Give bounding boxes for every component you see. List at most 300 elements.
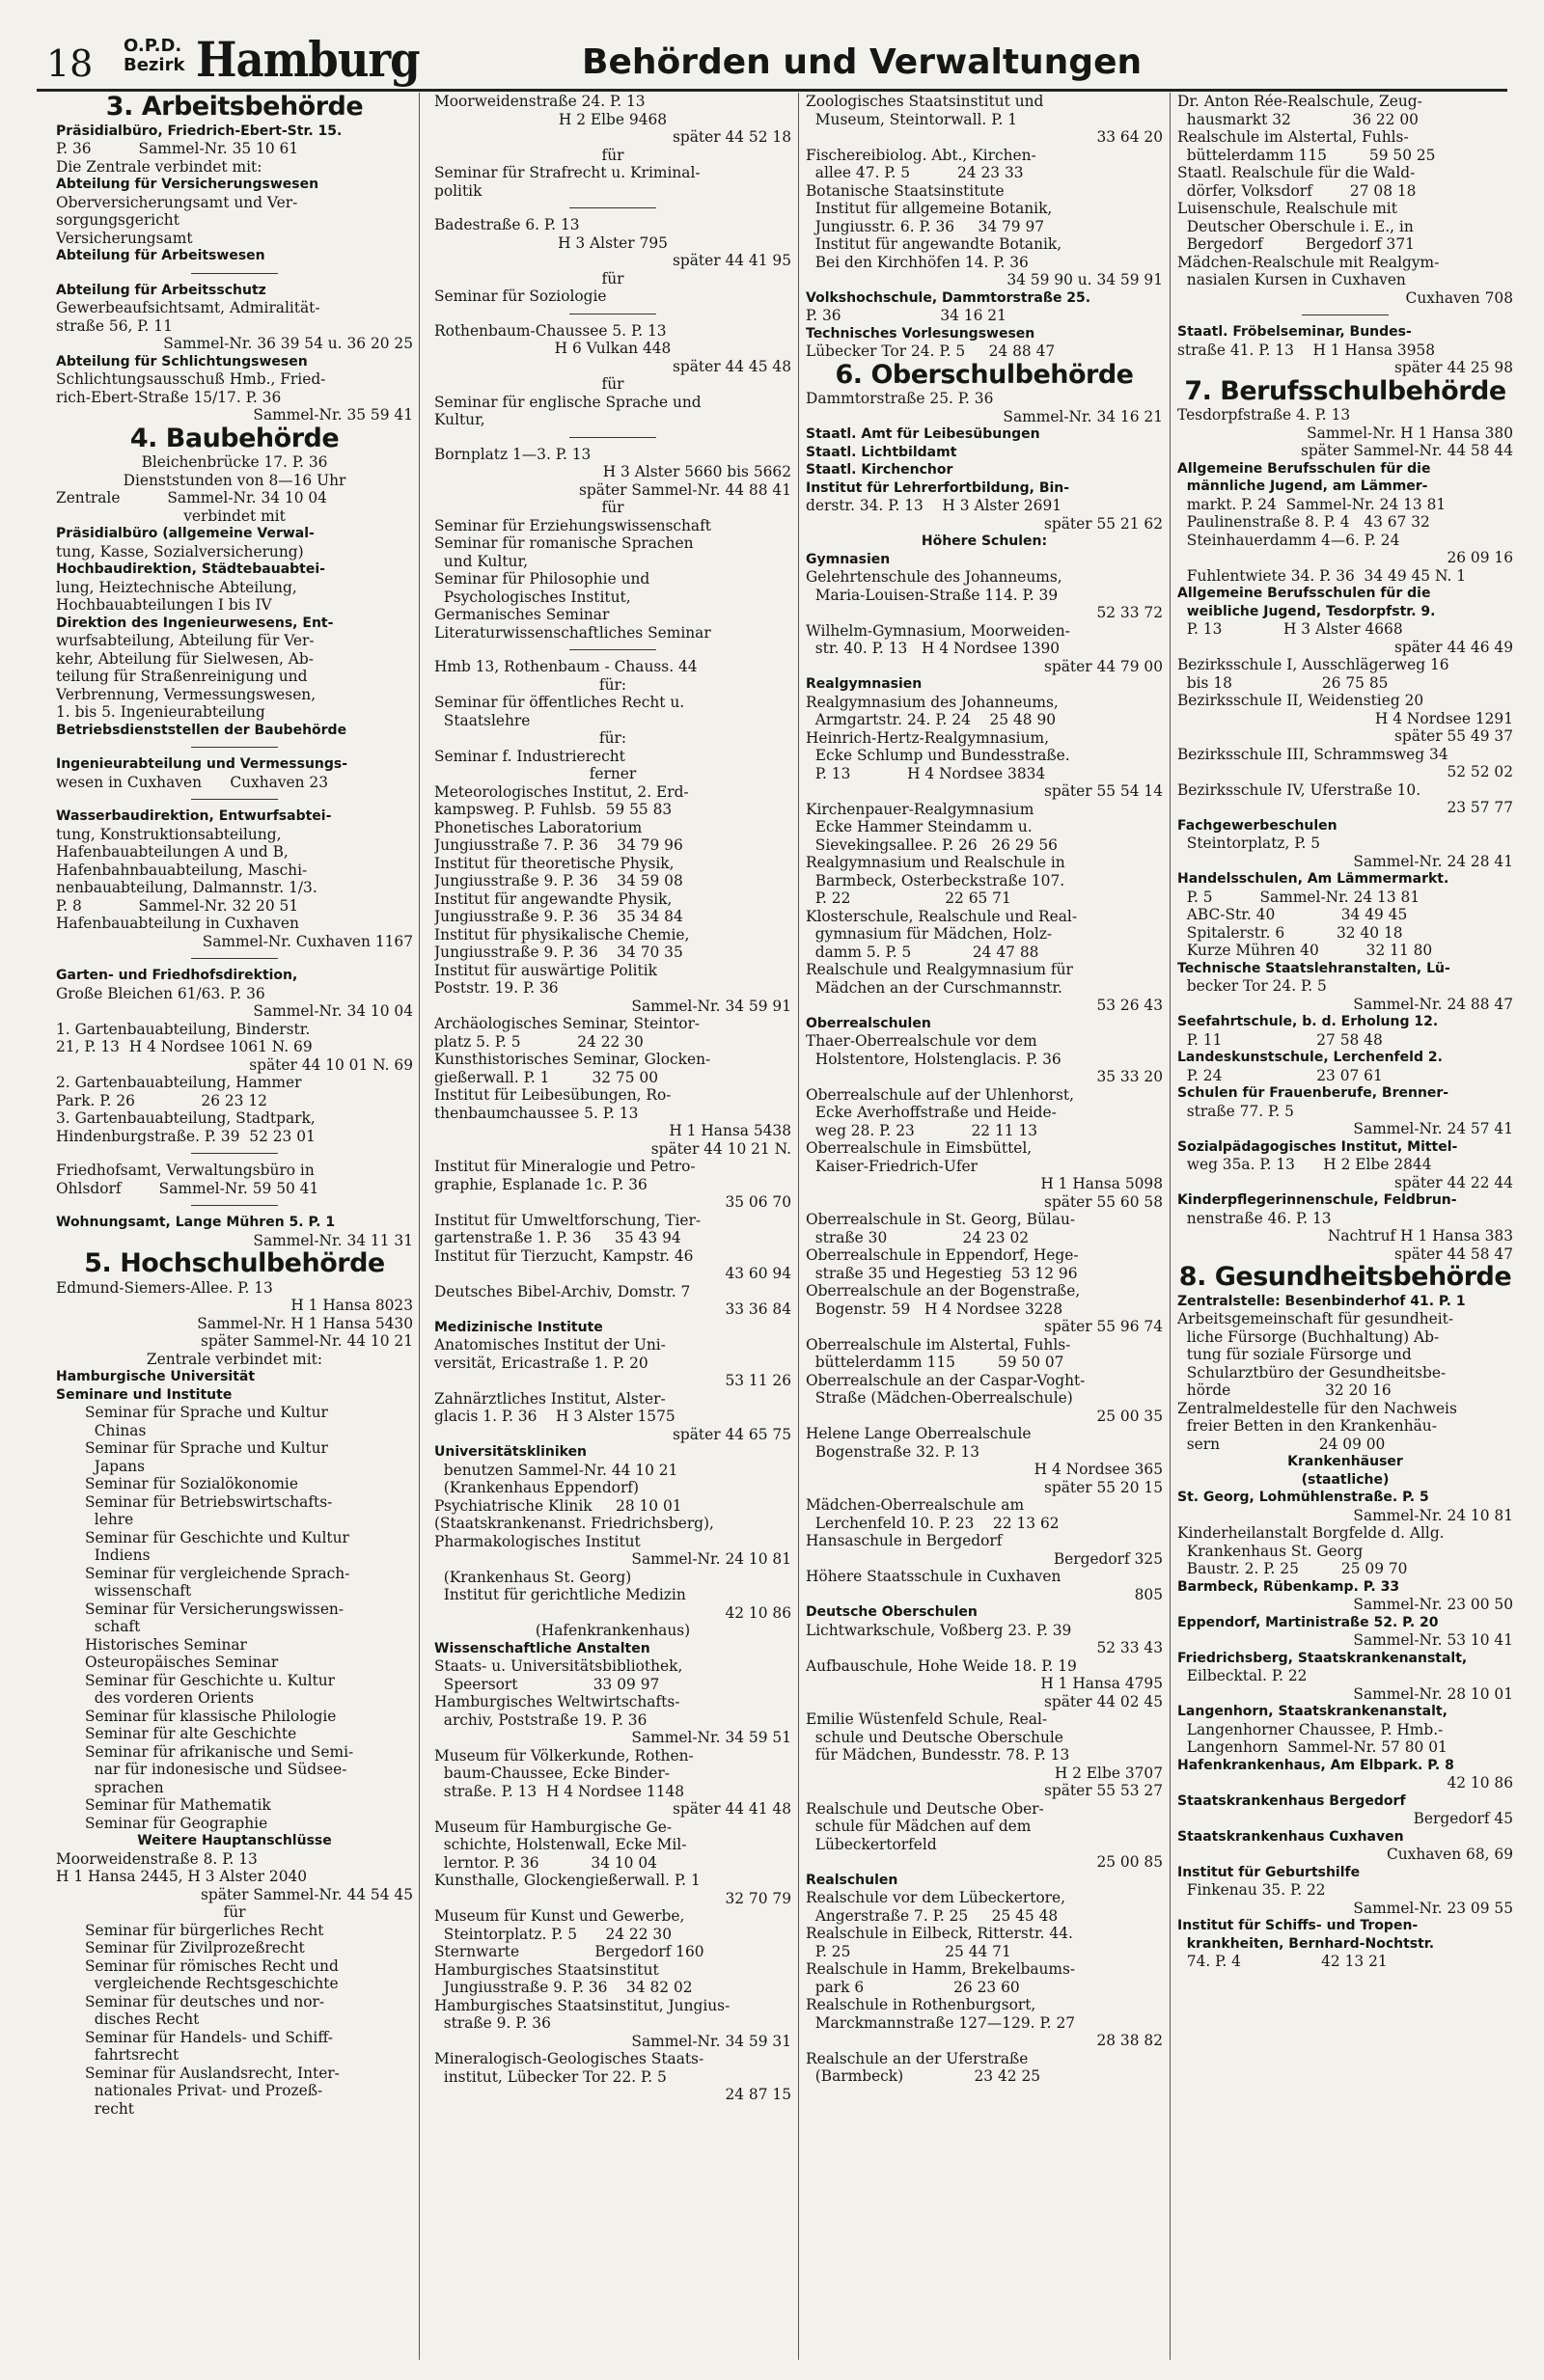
directory-entry-line: Bezirksschule I, Ausschlägerweg 16 <box>1177 656 1449 673</box>
directory-entry-line: disches Recht <box>85 2011 200 2028</box>
directory-entry-line: Lichtwarkschule, Voßberg 23. P. 39 <box>806 1621 1072 1639</box>
directory-entry-line: Seminar für Handels- und Schiff- <box>85 2028 333 2046</box>
directory-entry-line: H 4 Nordsee 365 <box>1034 1461 1163 1478</box>
directory-entry-line: (staatliche) <box>1301 1471 1390 1488</box>
directory-entry-line: Kaiser-Friedrich-Ufer <box>806 1157 979 1175</box>
directory-entry-line: später 44 41 95 <box>672 252 791 269</box>
directory-entry-line: Zentralmeldestelle für den Nachweis <box>1177 1399 1457 1417</box>
directory-entry-line: derstr. 34. P. 13 H 3 Alster 2691 <box>806 497 1062 514</box>
column-4 <box>1177 93 1513 2360</box>
directory-entry-line: Institut für Tierzucht, Kampstr. 46 <box>434 1246 694 1265</box>
directory-entry-line: Allgemeine Berufsschulen für die <box>1177 586 1431 601</box>
section-rule <box>569 649 656 650</box>
directory-entry-line: später 44 58 47 <box>1393 1245 1513 1263</box>
directory-entry-line: Seefahrtschule, b. d. Erholung 12. <box>1177 1014 1439 1029</box>
directory-entry-line: Hmb 13, Rothenbaum - Chauss. 44 <box>434 658 698 675</box>
directory-entry-line: Seminar für alte Geschichte <box>85 1725 297 1742</box>
directory-entry-line: Gymnasien <box>806 551 891 567</box>
directory-entry-line: männliche Jugend, am Lämmer- <box>1177 479 1428 494</box>
directory-entry-line: Bergedorf Bergedorf 371 <box>1177 235 1415 253</box>
directory-entry-line: Gelehrtenschule des Johanneums, <box>806 568 1062 586</box>
directory-entry-line: Seminar für römisches Recht und <box>85 1956 339 1975</box>
page-title: Behörden und Verwaltungen <box>582 42 1143 82</box>
directory-entry-line: Staatskrankenhaus Cuxhaven <box>1177 1828 1404 1845</box>
section-heading: 5. Hochschulbehörde <box>84 1248 385 1278</box>
directory-entry-line: thenbaumchaussee 5. P. 13 <box>434 1104 639 1122</box>
directory-entry-line: Mädchen an der Curschmannstr. <box>806 978 1062 997</box>
directory-entry-line: kehr, Abteilung für Sielwesen, Ab- <box>56 649 314 668</box>
section-rule <box>569 437 656 438</box>
directory-entry-line: Hafenbahnbauabteilung, Maschi- <box>56 861 308 879</box>
directory-entry-line: Hindenburgstraße. P. 39 52 23 01 <box>56 1127 316 1145</box>
directory-entry-line: P. 13 H 3 Alster 4668 <box>1177 620 1403 638</box>
section-heading: 6. Oberschulbehörde <box>835 359 1134 390</box>
directory-entry-line: Technisches Vorlesungswesen <box>806 325 1035 342</box>
directory-entry-line: markt. P. 24 Sammel-Nr. 24 13 81 <box>1177 495 1447 513</box>
directory-entry-line: Arbeitsgemeinschaft für gesundheit- <box>1177 1310 1454 1327</box>
page-header <box>37 29 1507 92</box>
directory-entry-line: Seminar für Erziehungswissenschaft <box>434 516 711 534</box>
directory-entry-line: P. 8 Sammel-Nr. 32 20 51 <box>56 896 299 915</box>
directory-entry-line: Tesdorpfstraße 4. P. 13 <box>1177 406 1351 424</box>
directory-entry-line: verbindet mit <box>183 506 286 525</box>
directory-entry-line: nenbauabteilung, Dalmannstr. 1/3. <box>56 879 317 896</box>
directory-entry-line: nar für indonesische und Südsee- <box>85 1761 347 1778</box>
directory-entry-line: Wissenschaftliche Anstalten <box>434 1640 650 1656</box>
directory-entry-line: Sammel-Nr. 24 28 41 <box>1353 852 1513 870</box>
directory-entry-line: 74. P. 4 42 13 21 <box>1177 1953 1388 1970</box>
directory-entry-line: Angerstraße 7. P. 25 25 45 48 <box>806 1906 1059 1925</box>
directory-entry-line: straße 9. P. 36 <box>434 2014 551 2032</box>
directory-entry-line: P. 11 27 58 48 <box>1177 1030 1383 1049</box>
directory-entry-line: archiv, Poststraße 19. P. 36 <box>434 1710 648 1729</box>
directory-entry-line: 3. Gartenbauabteilung, Stadtpark, <box>56 1109 316 1127</box>
directory-entry-line: Sammel-Nr. 34 16 21 <box>1003 407 1163 425</box>
directory-entry-line: und Kultur, <box>434 552 529 570</box>
directory-entry-line: liche Fürsorge (Buchhaltung) Ab- <box>1177 1327 1440 1346</box>
directory-entry-line: P. 13 H 4 Nordsee 3834 <box>806 764 1046 782</box>
directory-entry-line: Nachtruf H 1 Hansa 383 <box>1327 1227 1513 1245</box>
directory-entry-line: Jungiusstraße 9. P. 36 34 82 02 <box>434 1979 693 1996</box>
directory-entry-line: 26 09 16 <box>1447 549 1513 566</box>
directory-entry-line: Schlichtungsausschuß Hmb., Fried- <box>56 370 326 388</box>
directory-entry-line: Oberrealschule auf der Uhlenhorst, <box>806 1085 1074 1104</box>
directory-entry-line: 24 87 15 <box>725 2086 791 2103</box>
directory-entry-line: für: <box>598 675 627 694</box>
directory-entry-line: wissenschaft <box>85 1582 192 1600</box>
directory-entry-line: Jungiusstraße 7. P. 36 34 79 96 <box>434 836 683 854</box>
directory-entry-line: Badestraße 6. P. 13 <box>434 216 580 233</box>
directory-entry-line: straße 56, P. 11 <box>56 316 173 335</box>
directory-entry-line: Kurze Mühren 40 32 11 80 <box>1177 942 1433 959</box>
directory-entry-line: Technische Staatslehranstalten, Lü- <box>1177 960 1450 976</box>
directory-entry-line: sern 24 09 00 <box>1177 1435 1386 1453</box>
directory-entry-line: Staatl. Kirchenchor <box>806 462 953 478</box>
directory-entry-line: Hamburgisches Staatsinstitut <box>434 1960 659 1979</box>
directory-entry-line: Friedhofsamt, Verwaltungsbüro in <box>56 1162 315 1179</box>
directory-entry-line: gießerwall. P. 1 32 75 00 <box>434 1068 658 1086</box>
directory-entry-line: Sievekingsallee. P. 26 26 29 56 <box>806 835 1058 854</box>
directory-entry-line: Paulinenstraße 8. P. 4 43 67 32 <box>1177 513 1430 531</box>
directory-entry-line: Institut für allgemeine Botanik, <box>806 200 1053 217</box>
directory-entry-line: H 2 Elbe 3707 <box>1054 1764 1163 1782</box>
directory-entry-line: Edmund-Siemers-Allee. P. 13 <box>56 1278 273 1297</box>
directory-entry-line: Ecke Averhoffstraße und Heide- <box>806 1104 1057 1121</box>
directory-entry-line: Sammel-Nr. H 1 Hansa 380 <box>1307 424 1513 442</box>
directory-entry-line: ferner <box>589 765 637 782</box>
directory-entry-line: H 4 Nordsee 1291 <box>1374 709 1513 727</box>
directory-entry-line: Abteilung für Versicherungswesen <box>56 177 319 192</box>
directory-entry-line: Barmbeck, Rübenkamp. P. 33 <box>1177 1578 1400 1595</box>
directory-entry-line: Museum für Völkerkunde, Rothen- <box>434 1746 694 1764</box>
directory-entry-line: Maria-Louisen-Straße 114. P. 39 <box>806 586 1059 604</box>
directory-entry-line: schaft <box>85 1618 141 1635</box>
section-heading: 4. Baubehörde <box>129 423 340 453</box>
directory-entry-line: Heinrich-Hertz-Realgymnasium, <box>806 728 1049 747</box>
directory-entry-line: Dr. Anton Rée-Realschule, Zeug- <box>1177 93 1422 110</box>
directory-entry-line: Steinhauerdamm 4—6. P. 24 <box>1177 531 1400 549</box>
directory-entry-line: nenstraße 46. P. 13 <box>1177 1209 1332 1227</box>
directory-entry-line: nationales Privat- und Prozeß- <box>85 2082 323 2099</box>
directory-entry-line: Seminar für Sprache und Kultur <box>85 1439 328 1457</box>
directory-entry-line: Jungiusstraße 9. P. 36 34 70 35 <box>434 944 683 961</box>
directory-entry-line: Sammel-Nr. 34 59 51 <box>631 1729 791 1746</box>
directory-entry-line: 35 33 20 <box>1096 1068 1163 1085</box>
directory-entry-line: Baustr. 2. P. 25 25 09 70 <box>1177 1560 1408 1577</box>
directory-entry-line: Präsidialbüro, Friedrich-Ebert-Str. 15. <box>56 123 343 139</box>
directory-entry-line: krankheiten, Bernhard-Nochtstr. <box>1177 1935 1435 1952</box>
directory-entry-line: Abteilung für Arbeitsschutz <box>56 282 266 298</box>
directory-entry-line: Anatomisches Institut der Uni- <box>434 1336 666 1354</box>
directory-entry-line: Bezirksschule IV, Uferstraße 10. <box>1177 780 1421 799</box>
directory-entry-line: Sammel-Nr. 53 10 41 <box>1353 1631 1513 1649</box>
directory-entry-line: Kunsthalle, Glockengießerwall. P. 1 <box>434 1872 701 1889</box>
directory-entry-line: vergleichende Rechtsgeschichte <box>85 1975 339 1992</box>
directory-entry-line: ABC-Str. 40 34 49 45 <box>1177 906 1408 923</box>
directory-entry-line: Garten- und Friedhofsdirektion, <box>56 968 298 983</box>
directory-entry-line: Bleichenbrücke 17. P. 36 <box>141 453 328 471</box>
directory-entry-line: Bornplatz 1—3. P. 13 <box>434 445 592 463</box>
directory-entry-line: Allgemeine Berufsschulen für die <box>1177 460 1431 477</box>
directory-entry-line: Hansaschule in Bergedorf <box>806 1532 1003 1549</box>
directory-entry-line: Realschule und Realgymnasium für <box>806 961 1073 978</box>
directory-entry-line: gymnasium für Mädchen, Holz- <box>806 925 1053 943</box>
directory-entry-line: Realschule in Rothenburgsort, <box>806 1996 1036 2013</box>
directory-entry-line: (Staatskrankenanst. Friedrichsberg), <box>434 1515 714 1532</box>
directory-entry-line: 805 <box>1134 1585 1163 1603</box>
directory-entry-line: weibliche Jugend, Tesdorpfstr. 9. <box>1177 603 1436 619</box>
directory-entry-line: Mineralogisch-Geologisches Staats- <box>434 2050 704 2067</box>
directory-entry-line: becker Tor 24. P. 5 <box>1177 977 1327 995</box>
directory-entry-line: Bergedorf 325 <box>1053 1549 1163 1568</box>
directory-entry-line: Zoologisches Staatsinstitut und <box>806 93 1044 110</box>
directory-entry-line: später 44 45 48 <box>672 357 791 375</box>
directory-entry-line: platz 5. P. 5 24 22 30 <box>434 1032 644 1051</box>
directory-entry-line: 32 70 79 <box>725 1889 791 1907</box>
directory-entry-line: später 44 65 75 <box>672 1425 791 1443</box>
directory-entry-line: teilung für Straßenreinigung und <box>56 668 308 685</box>
directory-entry-line: Institut für Schiffs- und Tropen- <box>1177 1918 1419 1933</box>
directory-entry-line: Zahnärztliches Institut, Alster- <box>434 1389 666 1408</box>
directory-entry-line: Thaer-Oberrealschule vor dem <box>806 1032 1037 1050</box>
directory-entry-line: Institut für Leibesübungen, Ro- <box>434 1086 672 1104</box>
directory-entry-line: Museum, Steintorwall. P. 1 <box>806 110 1018 128</box>
directory-entry-line: Deutsche Oberschulen <box>806 1604 978 1620</box>
directory-entry-line: Oberrealschule an der Caspar-Voght- <box>806 1371 1086 1389</box>
directory-entry-line: später 44 10 01 N. 69 <box>249 1055 413 1074</box>
page-number: 18 <box>46 42 94 85</box>
directory-entry-line: versität, Ericastraße 1. P. 20 <box>434 1354 648 1372</box>
directory-entry-line: für: <box>598 729 627 747</box>
directory-entry-line: Historisches Seminar <box>85 1635 247 1654</box>
directory-entry-line: Seminar für Philosophie und <box>434 570 650 588</box>
directory-entry-line: Höhere Schulen: <box>921 533 1048 549</box>
directory-entry-line: Seminar für Geschichte u. Kultur <box>85 1671 335 1689</box>
directory-entry-line: Institut für physikalische Chemie, <box>434 925 690 944</box>
directory-entry-line: gartenstraße 1. P. 36 35 43 94 <box>434 1229 681 1246</box>
directory-entry-line: Steintorplatz, P. 5 <box>1177 834 1321 852</box>
directory-entry-line: Verbrennung, Vermessungswesen, <box>56 685 317 703</box>
section-heading: 8. Gesundheitsbehörde <box>1178 1262 1512 1292</box>
directory-entry-line: Langenhorn Sammel-Nr. 57 80 01 <box>1177 1738 1448 1756</box>
directory-entry-line: hausmarkt 32 36 22 00 <box>1177 110 1419 128</box>
directory-entry-line: 52 52 02 <box>1447 763 1513 780</box>
directory-entry-line: Sammel-Nr. Cuxhaven 1167 <box>202 932 413 950</box>
directory-entry-line: später 44 46 49 <box>1393 638 1513 656</box>
directory-entry-line: (Krankenhaus Eppendorf) <box>434 1479 640 1496</box>
directory-entry-line: Fachgewerbeschulen <box>1177 817 1337 834</box>
directory-entry-line: Langenhorner Chaussee, P. Hmb.- <box>1177 1720 1444 1738</box>
directory-entry-line: 1. bis 5. Ingenieurabteilung <box>56 703 265 721</box>
directory-entry-line: Staats- u. Universitätsbibliothek, <box>434 1657 683 1675</box>
directory-entry-line: Institut für Umweltforschung, Tier- <box>434 1211 702 1229</box>
directory-entry-line: Rothenbaum-Chaussee 5. P. 13 <box>434 321 667 340</box>
directory-entry-line: Bei den Kirchhöfen 14. P. 36 <box>806 253 1029 271</box>
directory-entry-line: Jungiusstraße 9. P. 36 34 59 08 <box>434 872 683 889</box>
directory-entry-line: Park. P. 26 26 23 12 <box>56 1091 267 1109</box>
directory-entry-line: Hochbauabteilungen I bis IV <box>56 596 272 614</box>
directory-entry-line: Lerchenfeld 10. P. 23 22 13 62 <box>806 1514 1060 1532</box>
directory-entry-line: 43 60 94 <box>725 1265 791 1282</box>
directory-entry-line: Hamburgisches Staatsinstitut, Jungius- <box>434 1996 731 2014</box>
directory-entry-line: Abteilung für Arbeitswesen <box>56 248 265 263</box>
directory-entry-line: wesen in Cuxhaven Cuxhaven 23 <box>56 773 328 791</box>
directory-entry-line: Oberrealschule an der Bogenstraße, <box>806 1282 1081 1299</box>
directory-entry-line: sprachen <box>85 1778 164 1796</box>
directory-entry-line: Marckmannstraße 127—129. P. 27 <box>806 2013 1076 2032</box>
directory-entry-line: Realschule in Eilbeck, Ritterstr. 44. <box>806 1925 1073 1942</box>
directory-entry-line: 28 38 82 <box>1096 2032 1163 2049</box>
directory-entry-line: Aufbauschule, Hohe Weide 18. P. 19 <box>806 1656 1077 1675</box>
directory-entry-line: Chinas <box>85 1421 147 1439</box>
directory-entry-line: lehre <box>85 1511 134 1528</box>
directory-entry-line: Armgartstr. 24. P. 24 25 48 90 <box>806 711 1057 728</box>
directory-entry-line: für <box>601 146 624 164</box>
column-1 <box>56 93 413 2360</box>
directory-entry-line: Zentrale verbindet mit: <box>146 1350 323 1368</box>
directory-entry-line: freier Betten in den Krankenhäu- <box>1177 1417 1437 1435</box>
directory-entry-line: H 6 Vulkan 448 <box>554 340 672 357</box>
column-divider <box>1170 93 1171 2360</box>
directory-entry-line: Sozialpädagogisches Institut, Mittel- <box>1177 1138 1458 1155</box>
directory-entry-line: Realschule und Deutsche Ober- <box>806 1799 1044 1818</box>
directory-entry-line: Seminar für Soziologie <box>434 287 607 305</box>
directory-entry-line: Japans <box>85 1457 145 1475</box>
directory-entry-line: lung, Heiztechnische Abteilung, <box>56 578 297 596</box>
directory-entry-line: bis 18 26 75 85 <box>1177 673 1389 692</box>
directory-entry-line: Jungiusstraße 9. P. 36 35 34 84 <box>434 908 683 925</box>
section-rule <box>569 207 656 208</box>
directory-entry-line: Weitere Hauptanschlüsse <box>137 1833 332 1848</box>
directory-entry-line: Seminar für afrikanische und Semi- <box>85 1742 354 1761</box>
directory-entry-line: straße. P. 13 H 4 Nordsee 1148 <box>434 1782 685 1800</box>
directory-entry-line: Moorweidenstraße 24. P. 13 <box>434 93 646 110</box>
directory-entry-line: Sternwarte Bergedorf 160 <box>434 1943 704 1960</box>
directory-entry-line: Sammel-Nr. 34 10 04 <box>253 1002 413 1020</box>
directory-entry-line: Seminar für englische Sprache und <box>434 393 702 411</box>
section-rule <box>191 747 278 748</box>
directory-entry-line: Institut für Lehrerfortbildung, Bin- <box>806 479 1070 496</box>
directory-entry-line: Phonetisches Laboratorium <box>434 818 643 836</box>
directory-entry-line: Emilie Wüstenfeld Schule, Real- <box>806 1710 1048 1728</box>
directory-entry-line: Institut für gerichtliche Medizin <box>434 1586 686 1603</box>
directory-entry-line: für <box>601 269 624 287</box>
directory-entry-line: Bezirksschule II, Weidenstieg 20 <box>1177 692 1424 709</box>
directory-entry-line: Literaturwissenschaftliches Seminar <box>434 623 711 642</box>
directory-entry-line: Oberrealschule in St. Georg, Bülau- <box>806 1211 1076 1228</box>
directory-entry-line: Realgymnasien <box>806 676 923 692</box>
directory-entry-line: Zentrale Sammel-Nr. 34 10 04 <box>56 489 327 506</box>
section-rule <box>191 273 278 274</box>
directory-entry-line: Fuhlentwiete 34. P. 36 34 49 45 N. 1 <box>1177 566 1467 585</box>
directory-entry-line: Moorweidenstraße 8. P. 13 <box>56 1849 258 1868</box>
directory-entry-line: später Sammel-Nr. 44 88 41 <box>578 480 791 499</box>
directory-entry-line: Cuxhaven 708 <box>1405 288 1513 307</box>
directory-entry-line: weg 35a. P. 13 H 2 Elbe 2844 <box>1177 1156 1432 1173</box>
directory-entry-line: Deutsches Bibel-Archiv, Domstr. 7 <box>434 1282 691 1300</box>
directory-entry-line: Realschule im Alstertal, Fuhls- <box>1177 128 1409 146</box>
directory-entry-line: Institut für angewandte Physik, <box>434 889 673 908</box>
directory-entry-line: P. 22 22 65 71 <box>806 889 1011 907</box>
directory-entry-line: Versicherungsamt <box>56 229 193 247</box>
directory-entry-line: Seminar für Betriebswirtschafts- <box>85 1492 333 1511</box>
directory-entry-line: Krankenhäuser <box>1287 1454 1403 1469</box>
directory-entry-line: St. Georg, Lohmühlenstraße. P. 5 <box>1177 1490 1429 1505</box>
section-heading: 3. Arbeitsbehörde <box>105 93 364 122</box>
directory-entry-line: recht <box>85 2099 134 2118</box>
directory-entry-line: Seminar für Versicherungswissen- <box>85 1600 345 1618</box>
directory-entry-line: Hafenbauabteilungen A und B, <box>56 843 289 861</box>
directory-entry-line: nasialen Kursen in Cuxhaven <box>1177 271 1406 288</box>
directory-entry-line: Steintorplatz. P. 5 24 22 30 <box>434 1925 672 1943</box>
directory-entry-line: Bogenstraße 32. P. 13 <box>806 1442 980 1461</box>
directory-entry-line: Friedrichsberg, Staatskrankenanstalt, <box>1177 1650 1468 1666</box>
directory-entry-line: später 44 10 21 N. <box>650 1139 791 1158</box>
section-rule <box>191 1205 278 1206</box>
directory-entry-line: institut, Lübecker Tor 22. P. 5 <box>434 2067 667 2086</box>
directory-entry-line: Volkshochschule, Dammtorstraße 25. <box>806 289 1091 306</box>
directory-entry-line: Lübecker Tor 24. P. 5 24 88 47 <box>806 342 1056 360</box>
directory-entry-line: Seminar f. Industrierecht <box>434 747 625 765</box>
directory-entry-line: P. 5 Sammel-Nr. 24 13 81 <box>1177 888 1420 906</box>
directory-entry-line: Handelsschulen, Am Lämmermarkt. <box>1177 871 1449 887</box>
directory-entry-line: Realschulen <box>806 1872 898 1888</box>
directory-entry-line: Psychiatrische Klinik 28 10 01 <box>434 1496 682 1515</box>
directory-entry-line: Seminar für Geographie <box>85 1814 268 1832</box>
directory-entry-line: Sammel-Nr. 36 39 54 u. 36 20 25 <box>163 335 413 352</box>
directory-entry-line: (Hafenkrankenhaus) <box>535 1622 691 1639</box>
directory-entry-line: Oberrealschule in Eimsbüttel, <box>806 1139 1033 1157</box>
directory-entry-line: 33 36 84 <box>725 1300 791 1318</box>
directory-entry-line: Seminar für Geschichte und Kultur <box>85 1528 349 1546</box>
directory-entry-line: Cuxhaven 68, 69 <box>1386 1846 1513 1863</box>
directory-entry-line: Seminar für Zivilprozeßrecht <box>85 1939 305 1956</box>
directory-entry-line: später 55 49 37 <box>1393 727 1513 745</box>
directory-entry-line: hörde 32 20 16 <box>1177 1381 1392 1399</box>
directory-entry-line: straße 30 24 23 02 <box>806 1228 1030 1246</box>
directory-entry-line: Realschule in Hamm, Brekelbaums- <box>806 1960 1076 1978</box>
directory-entry-line: Kultur, <box>434 411 485 428</box>
directory-entry-line: Institut für Geburtshilfe <box>1177 1864 1361 1880</box>
directory-entry-line: Realgymnasium und Realschule in <box>806 854 1065 871</box>
directory-entry-line: Bergedorf 45 <box>1413 1810 1513 1827</box>
directory-entry-line: für <box>601 375 624 393</box>
directory-entry-line: H 1 Hansa 2445, H 3 Alster 2040 <box>56 1868 308 1885</box>
directory-entry-line: fahrtsrecht <box>85 2046 179 2064</box>
directory-entry-line: Staatslehre <box>434 711 531 729</box>
directory-entry-line: Oberrealschule im Alstertal, Fuhls- <box>806 1335 1071 1354</box>
column-divider <box>798 93 799 2360</box>
directory-entry-line: Institut für theoretische Physik, <box>434 854 675 872</box>
directory-entry-line: Straße (Mädchen-Oberrealschule) <box>806 1389 1073 1407</box>
directory-entry-line: Dienststunden von 8—16 Uhr <box>123 471 346 489</box>
directory-entry-line: dörfer, Volksdorf 27 08 18 <box>1177 181 1417 200</box>
directory-entry-line: P. 24 23 07 61 <box>1177 1066 1383 1084</box>
directory-entry-line: später 44 25 98 <box>1393 359 1513 376</box>
directory-entry-line: des vorderen Orients <box>85 1689 255 1707</box>
directory-entry-line: weg 28. P. 23 22 11 13 <box>806 1121 1038 1139</box>
directory-entry-line: Oberversicherungsamt und Ver- <box>56 193 298 211</box>
directory-entry-line: Institut für angewandte Botanik, <box>806 235 1062 253</box>
directory-entry-line: Sammel-Nr. 23 00 50 <box>1353 1596 1513 1613</box>
directory-entry-line: 42 10 86 <box>725 1603 791 1622</box>
directory-entry-line: Seminar für deutsches und nor- <box>85 1992 325 2011</box>
directory-entry-line: Jungiusstr. 6. P. 36 34 79 97 <box>806 217 1045 235</box>
directory-entry-line: H 3 Alster 5660 bis 5662 <box>602 463 791 480</box>
directory-entry-line: Betriebsdienststellen der Baubehörde <box>56 722 347 738</box>
directory-entry-line: Medizinische Institute <box>434 1319 603 1335</box>
directory-entry-line: Realschule vor dem Lübeckertore, <box>806 1889 1066 1906</box>
directory-entry-line: schule und Deutsche Oberschule <box>806 1728 1063 1746</box>
directory-entry-line: Sammel-Nr. 23 09 55 <box>1353 1899 1513 1917</box>
directory-entry-line: Indiens <box>85 1546 151 1564</box>
directory-entry-line: P. 36 Sammel-Nr. 35 10 61 <box>56 140 299 157</box>
directory-entry-line: Krankenhaus St. Georg <box>1177 1542 1364 1560</box>
directory-entry-line: später 44 02 45 <box>1043 1692 1163 1710</box>
directory-entry-line: 34 59 90 u. 34 59 91 <box>1006 271 1163 288</box>
directory-entry-line: später 44 52 18 <box>672 128 791 146</box>
directory-entry-line: Sammel-Nr. 34 59 91 <box>631 997 791 1015</box>
directory-entry-line: Wasserbaudirektion, Entwurfsabtei- <box>56 808 332 824</box>
directory-entry-line: Kinderpflegerinnenschule, Feldbrun- <box>1177 1192 1457 1208</box>
directory-entry-line: H 1 Hansa 5098 <box>1040 1175 1163 1192</box>
section-rule <box>569 314 656 315</box>
directory-entry-line: baum-Chaussee, Ecke Binder- <box>434 1764 670 1782</box>
directory-entry-line: Seminar für Sozialökonomie <box>85 1475 298 1492</box>
directory-entry-line: Seminar für klassische Philologie <box>85 1707 337 1725</box>
directory-entry-line: allee 47. P. 5 24 23 33 <box>806 164 1024 181</box>
directory-entry-line: Dammtorstraße 25. P. 36 <box>806 390 994 407</box>
